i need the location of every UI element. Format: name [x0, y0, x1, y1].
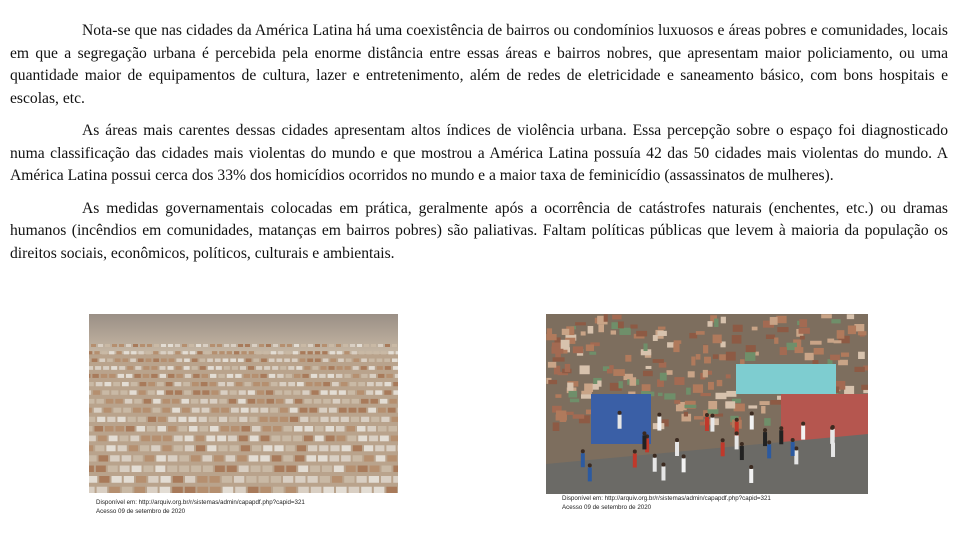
body-text: [10, 20, 948, 275]
paragraph-3: As medidas governamentais colocadas em prática, geralmente após a ocorrência de catástrofes naturais (enchentes, etc.) ou dramas humanos (incêndios em comunidades, matanças em bairros pobres) são paliativas. Faltam políticas públicas que levem à maioria da população os direitos sociais, econômicos, políticos, culturais e ambientais.: [10, 199, 948, 262]
caption-source: Disponível em: http://arquiv.org.br/r/sistemas/admin/capapdf.php?capid=321: [562, 495, 771, 502]
paragraph-2: As áreas mais carentes dessas cidades apresentam altos índices de violência urbana. Essa percepção sobre o espaço foi diagnosticado numa classificação das cidades mais violentas do mundo e que mostrou a América Latina possuía 42 das 50 cidades mais violentas do mundo. A América Latina possui cerca dos 33% dos homicídios ocorridos no mundo e a maior taxa de feminicídio (assassinatos de mulheres).: [10, 122, 948, 184]
figure-caption-left: [96, 498, 305, 516]
figure-caption-right: [562, 494, 771, 512]
favela-street-photo: [546, 314, 868, 494]
caption-access-date: Acesso 09 de setembro de 2020: [96, 508, 186, 515]
paragraph-1: Nota-se que nas cidades da América Latina há uma coexistência de bairros ou condomínios luxuosos e áreas pobres e comunidades, locais em que a segregação urbana é percebida pela enorme distância entre essas áreas e bairros nobres, que apresentam maior policiamento, ou uma quantidade maior de equipamentos de cultura, lazer e entretenimento, além de redes de eletricidade e saneamento básico, com bons hospitais e escolas, etc.: [10, 22, 948, 107]
caption-access-date: Acesso 09 de setembro de 2020: [562, 504, 652, 511]
housing-development-photo: [89, 314, 398, 493]
caption-source: Disponível em: http://arquiv.org.br/r/sistemas/admin/capapdf.php?capid=321: [96, 499, 305, 506]
